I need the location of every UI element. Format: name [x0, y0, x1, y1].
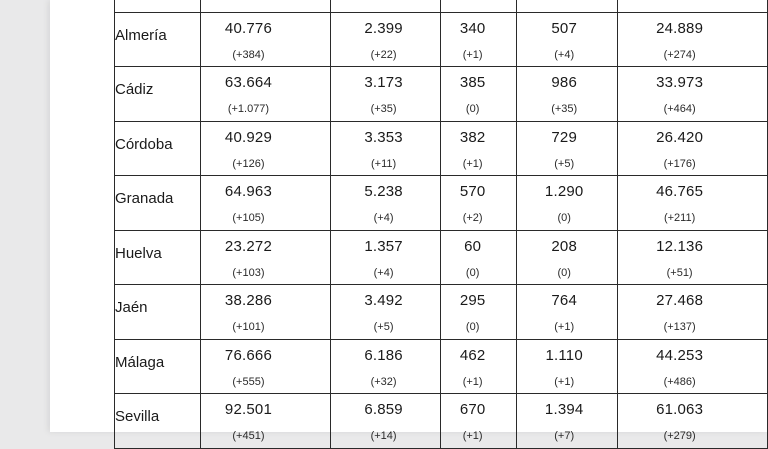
- table-row: [115, 121, 768, 176]
- table-row: [115, 394, 768, 449]
- value-cell: [200, 285, 330, 340]
- province-cell: [115, 176, 201, 231]
- value-cell: [331, 230, 441, 285]
- cell-value: 570: [459, 183, 486, 200]
- value-cell: [331, 339, 441, 394]
- cell-value: 3.173: [364, 74, 403, 91]
- cell-delta: (+101): [232, 321, 265, 333]
- cell-delta: (+1): [462, 157, 483, 170]
- province-cell: [115, 230, 201, 285]
- cell-delta: (+103): [232, 266, 265, 279]
- cell-delta: (0): [465, 321, 480, 333]
- cell-value: 63.664: [224, 74, 272, 91]
- value-cell: [441, 67, 517, 122]
- cell-value: 1.110: [545, 346, 583, 364]
- table-cell: [331, 0, 441, 12]
- value-cell: [517, 67, 618, 122]
- province-name: Sevilla: [115, 408, 160, 425]
- cell-delta: (+35): [551, 103, 578, 115]
- province-cell: [115, 394, 201, 449]
- cell-value: 92.501: [224, 401, 272, 418]
- cell-delta: (+51): [666, 266, 693, 279]
- province-cell: [115, 121, 201, 176]
- cell-delta: (+7): [554, 430, 575, 442]
- cell-value: 26.420: [656, 128, 704, 146]
- value-cell: [517, 285, 618, 340]
- value-cell: [618, 12, 768, 67]
- value-cell: [200, 67, 330, 122]
- value-cell: [618, 394, 768, 449]
- province-name: Granada: [115, 190, 174, 207]
- table-cell: [115, 0, 201, 12]
- cell-delta: (+1): [462, 430, 483, 442]
- table-row: [115, 230, 768, 285]
- cell-value: 507: [551, 19, 577, 37]
- cell-delta: (+1): [554, 321, 575, 333]
- cell-delta: (+5): [554, 157, 575, 170]
- cell-delta: (+274): [663, 48, 696, 61]
- cell-value: 61.063: [656, 401, 704, 418]
- cell-delta: (+279): [663, 430, 696, 442]
- cell-value: 12.136: [656, 237, 704, 255]
- value-cell: [618, 176, 768, 231]
- province-stats-table: [114, 0, 768, 449]
- value-cell: [200, 176, 330, 231]
- cell-delta: (+2): [462, 212, 483, 224]
- cell-delta: (+4): [554, 48, 575, 61]
- cell-value: 5.238: [364, 183, 403, 200]
- cell-value: 340: [459, 19, 486, 37]
- value-cell: [618, 339, 768, 394]
- value-cell: [441, 12, 517, 67]
- cell-value: 33.973: [656, 74, 704, 91]
- cell-value: 60: [464, 237, 482, 255]
- table-body: [115, 0, 768, 448]
- cell-value: 764: [551, 292, 577, 309]
- cell-value: 295: [459, 292, 486, 309]
- value-cell: [517, 12, 618, 67]
- province-name: Huelva: [115, 244, 162, 262]
- cell-value: 462: [459, 346, 486, 364]
- cell-delta: (+211): [663, 212, 696, 224]
- value-cell: [441, 285, 517, 340]
- province-name: Cádiz: [115, 81, 154, 98]
- cell-value: 1.290: [544, 183, 584, 200]
- cell-delta: (0): [557, 212, 571, 224]
- cell-value: 64.963: [224, 183, 272, 200]
- cell-delta: (+105): [232, 212, 265, 224]
- value-cell: [441, 339, 517, 394]
- province-cell: [115, 285, 201, 340]
- province-name: Córdoba: [115, 135, 173, 153]
- cell-delta: (+137): [663, 321, 696, 333]
- table-row: [115, 67, 768, 122]
- cell-value: 3.353: [364, 128, 403, 146]
- table-row-cut-off: [115, 0, 768, 12]
- table-cell: [441, 0, 517, 12]
- cell-delta: (0): [465, 266, 480, 279]
- value-cell: [517, 339, 618, 394]
- cell-value: 40.776: [224, 19, 272, 37]
- cell-value: 670: [459, 401, 486, 418]
- cell-value: 6.186: [364, 346, 403, 364]
- table-cell: [517, 0, 618, 12]
- table-row: [115, 339, 768, 394]
- cell-value: 1.357: [364, 237, 403, 255]
- table-row: [115, 176, 768, 231]
- value-cell: [331, 176, 441, 231]
- cell-delta: (+4): [373, 266, 394, 279]
- cell-value: 46.765: [656, 183, 704, 200]
- value-cell: [331, 12, 441, 67]
- value-cell: [200, 121, 330, 176]
- cell-value: 3.492: [364, 292, 403, 309]
- document-page: [50, 0, 768, 442]
- cell-value: 76.666: [224, 346, 272, 364]
- value-cell: [331, 121, 441, 176]
- value-cell: [441, 230, 517, 285]
- cell-delta: (+14): [370, 430, 397, 442]
- cell-value: 986: [551, 74, 577, 91]
- cell-delta: (+451): [232, 430, 265, 442]
- cell-delta: (+32): [370, 375, 397, 388]
- cell-value: 1.394: [544, 401, 584, 418]
- cell-value: 38.286: [224, 292, 272, 309]
- province-name: Málaga: [115, 353, 165, 371]
- value-cell: [200, 394, 330, 449]
- table-cell: [618, 0, 768, 12]
- cell-delta: (+126): [232, 157, 265, 170]
- cell-value: 27.468: [656, 292, 704, 309]
- province-name: Jaén: [115, 299, 148, 316]
- cell-delta: (+5): [373, 321, 394, 333]
- province-cell: [115, 67, 201, 122]
- cell-delta: (+35): [370, 103, 397, 115]
- cell-delta: (+1): [462, 375, 483, 388]
- table-row: [115, 12, 768, 67]
- cell-value: 382: [459, 128, 486, 146]
- cell-delta: (+22): [370, 48, 397, 61]
- cell-delta: (+1): [554, 375, 575, 388]
- value-cell: [618, 285, 768, 340]
- cell-value: 2.399: [364, 19, 403, 37]
- value-cell: [331, 67, 441, 122]
- cell-delta: (+4): [373, 212, 394, 224]
- cell-value: 208: [551, 237, 577, 255]
- value-cell: [517, 230, 618, 285]
- province-cell: [115, 12, 201, 67]
- cell-value: 6.859: [364, 401, 403, 418]
- cell-value: 44.253: [656, 346, 704, 364]
- value-cell: [441, 176, 517, 231]
- cell-delta: (+486): [663, 375, 696, 388]
- province-name: Almería: [115, 26, 167, 44]
- cell-delta: (+11): [371, 157, 397, 170]
- value-cell: [200, 230, 330, 285]
- table-row: [115, 285, 768, 340]
- cell-value: 729: [551, 128, 577, 146]
- cell-value: 40.929: [224, 128, 272, 146]
- cell-delta: (+1): [462, 48, 483, 61]
- value-cell: [441, 121, 517, 176]
- cell-delta: (0): [465, 103, 480, 115]
- value-cell: [618, 121, 768, 176]
- value-cell: [517, 121, 618, 176]
- value-cell: [517, 394, 618, 449]
- value-cell: [331, 394, 441, 449]
- value-cell: [331, 285, 441, 340]
- value-cell: [618, 67, 768, 122]
- value-cell: [517, 176, 618, 231]
- value-cell: [200, 339, 330, 394]
- cell-delta: (+384): [232, 48, 265, 61]
- cell-value: 23.272: [224, 237, 272, 255]
- value-cell: [200, 12, 330, 67]
- cell-delta: (+464): [663, 103, 696, 115]
- cell-delta: (+555): [232, 375, 265, 388]
- value-cell: [441, 394, 517, 449]
- cell-delta: (0): [557, 266, 571, 279]
- province-cell: [115, 339, 201, 394]
- cell-value: 24.889: [656, 19, 704, 37]
- value-cell: [618, 230, 768, 285]
- table-cell: [200, 0, 330, 12]
- cell-delta: (+1.077): [227, 103, 270, 115]
- cell-delta: (+176): [663, 157, 696, 170]
- cell-value: 385: [459, 74, 486, 91]
